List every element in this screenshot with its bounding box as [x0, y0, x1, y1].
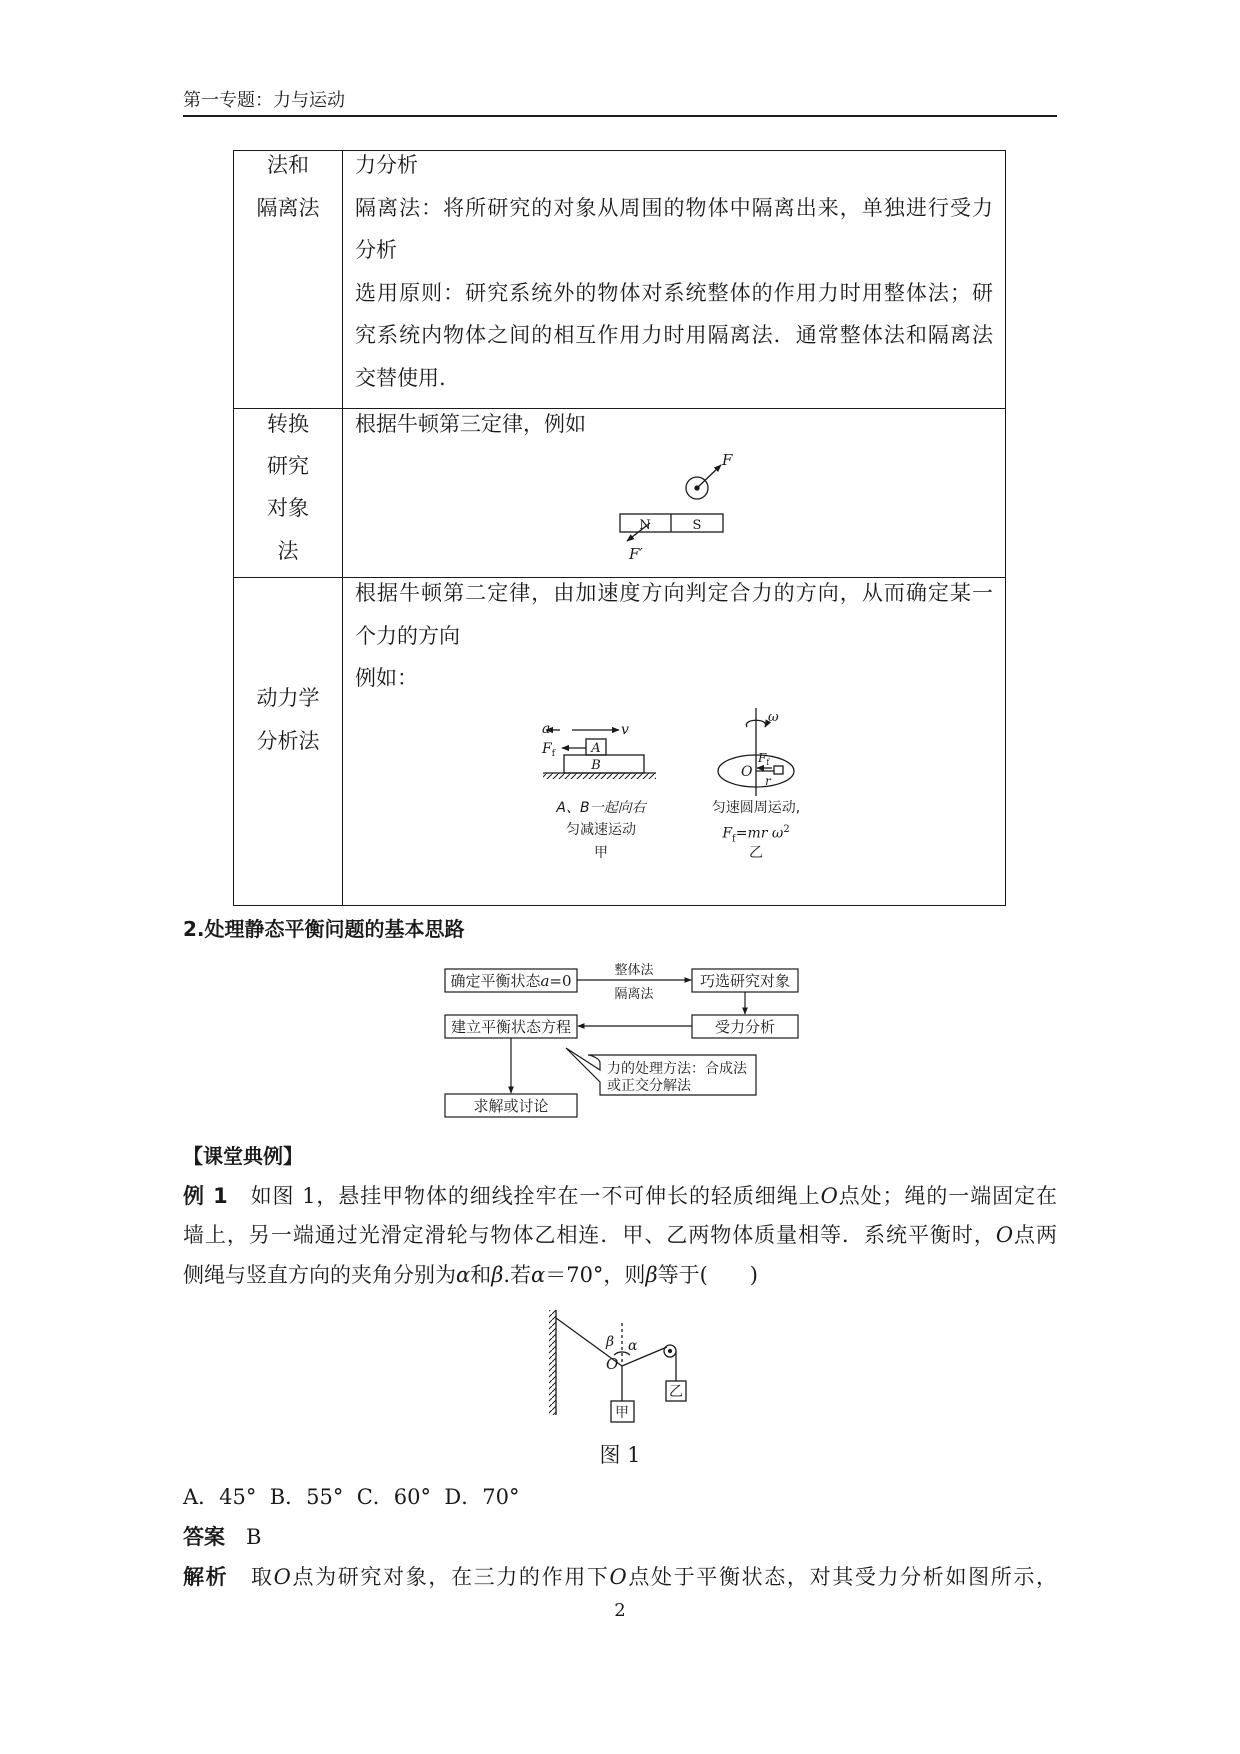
page-number: 2	[614, 1600, 626, 1621]
angle-beta-label: β	[606, 1334, 615, 1350]
method-description-line: 例如：	[355, 666, 418, 690]
mass-jia-label: 甲	[615, 1405, 629, 1421]
pulley-axle	[669, 1350, 672, 1353]
example-line: 侧绳与竖直方向的夹角分别为α和β.若α＝70°，则β等于( )	[183, 1263, 758, 1287]
wall-hatching	[549, 1310, 556, 1415]
method-description-line: 交替使用.	[355, 366, 446, 390]
friction-label: $F_f$	[542, 741, 556, 759]
example-line: 例 1 如图 1，悬挂甲物体的细线拴牢在一不可伸长的轻质细绳上O点处；绳的一端固定在	[183, 1184, 1057, 1208]
answer-options: A．45° B．55° C．60° D．70°	[183, 1485, 520, 1509]
method-description-line: 根据牛顿第三定律，例如	[355, 412, 586, 436]
small-object	[774, 766, 783, 774]
section-label: 【课堂典例】	[183, 1144, 303, 1168]
method-name-line: 研究	[267, 454, 309, 478]
flow-box-choose-object-label: 巧选研究对象	[699, 972, 791, 990]
method-description-line: 选用原则：研究系统外的物体对系统整体的作用力时用整体法；研	[355, 281, 993, 305]
ground-hatching	[543, 773, 656, 779]
magnet-figure	[620, 465, 723, 541]
method-description-line: 根据牛顿第二定律，由加速度方向判定合力的方向，从而确定某一	[355, 581, 993, 605]
method-description-line: 究系统内物体之间的相互作用力时用隔离法．通常整体法和隔离法	[355, 323, 993, 347]
flow-box-determine-state-label: 确定平衡状态a=0	[450, 972, 572, 990]
method-name-line: 对象	[267, 496, 309, 520]
method-description-line: 隔离法：将所研究的对象从周围的物体中隔离出来，单独进行受力	[355, 196, 993, 220]
block-b-label: B	[591, 758, 601, 773]
method-description-line: 分析	[355, 238, 397, 262]
force-f-arrow	[697, 465, 721, 488]
figure-caption: 匀速圆周运动,	[711, 800, 801, 816]
method-name-line: 法和	[267, 153, 309, 177]
running-header: 第一专题：力与运动	[183, 90, 345, 111]
south-pole-label: S	[692, 518, 702, 533]
section-heading: 2.处理静态平衡问题的基本思路	[183, 917, 465, 941]
flow-box-force-analysis-label: 受力分析	[714, 1018, 776, 1036]
block-b	[564, 755, 644, 773]
flow-callout-line: 或正交分解法	[607, 1078, 691, 1094]
center-o-label: O	[741, 764, 753, 780]
block-a-label: A	[591, 741, 601, 756]
velocity-label: v	[621, 722, 629, 738]
angle-alpha-label: α	[628, 1338, 638, 1354]
method-name-line: 法	[277, 539, 299, 563]
figure-caption: 匀减速运动	[566, 822, 636, 838]
mass-yi-label: 乙	[669, 1384, 683, 1400]
figure-caption: 图 1	[599, 1443, 641, 1467]
flow-box-solve-label: 求解或讨论	[473, 1097, 549, 1115]
acceleration-label: a	[542, 721, 551, 737]
flow-callout-line: 力的处理方法：合成法	[607, 1061, 747, 1077]
force-f-prime-label: F′	[629, 545, 643, 563]
analysis-line: 解析 取O点为研究对象，在三力的作用下O点处于平衡状态，对其受力分析如图所示，	[183, 1565, 1058, 1589]
rotating-disk-figure	[718, 708, 794, 796]
answer-line: 答案 B	[183, 1525, 262, 1549]
figure-label: 乙	[749, 845, 763, 861]
method-description-line: 力分析	[355, 153, 418, 177]
figure-caption-formula: $F_f=mr$ $\omega^2$	[722, 824, 790, 845]
friction-label: $F_f$	[758, 751, 770, 767]
point-o-label: O	[606, 1355, 619, 1373]
method-name-line: 分析法	[256, 729, 320, 753]
figure-label: 甲	[594, 845, 608, 861]
force-f-label: F	[722, 451, 733, 469]
radius-label: r	[765, 774, 771, 788]
north-pole-label: N	[639, 518, 651, 533]
flow-arrow-label: 整体法	[614, 963, 654, 978]
example-line: 墙上，另一端通过光滑定滑轮与物体乙相连．甲、乙两物体质量相等．系统平衡时，O点两	[183, 1223, 1057, 1247]
method-name-line: 隔离法	[256, 196, 320, 220]
flow-arrow-label: 隔离法	[614, 987, 654, 1002]
figure-caption: A、B一起向右	[556, 800, 646, 816]
flow-box-equations-label: 建立平衡状态方程	[450, 1018, 572, 1036]
method-name-line: 转换	[267, 412, 309, 436]
method-name-line: 动力学	[256, 686, 320, 710]
omega-label: ω	[768, 710, 779, 725]
method-description-line: 个力的方向	[355, 624, 460, 648]
